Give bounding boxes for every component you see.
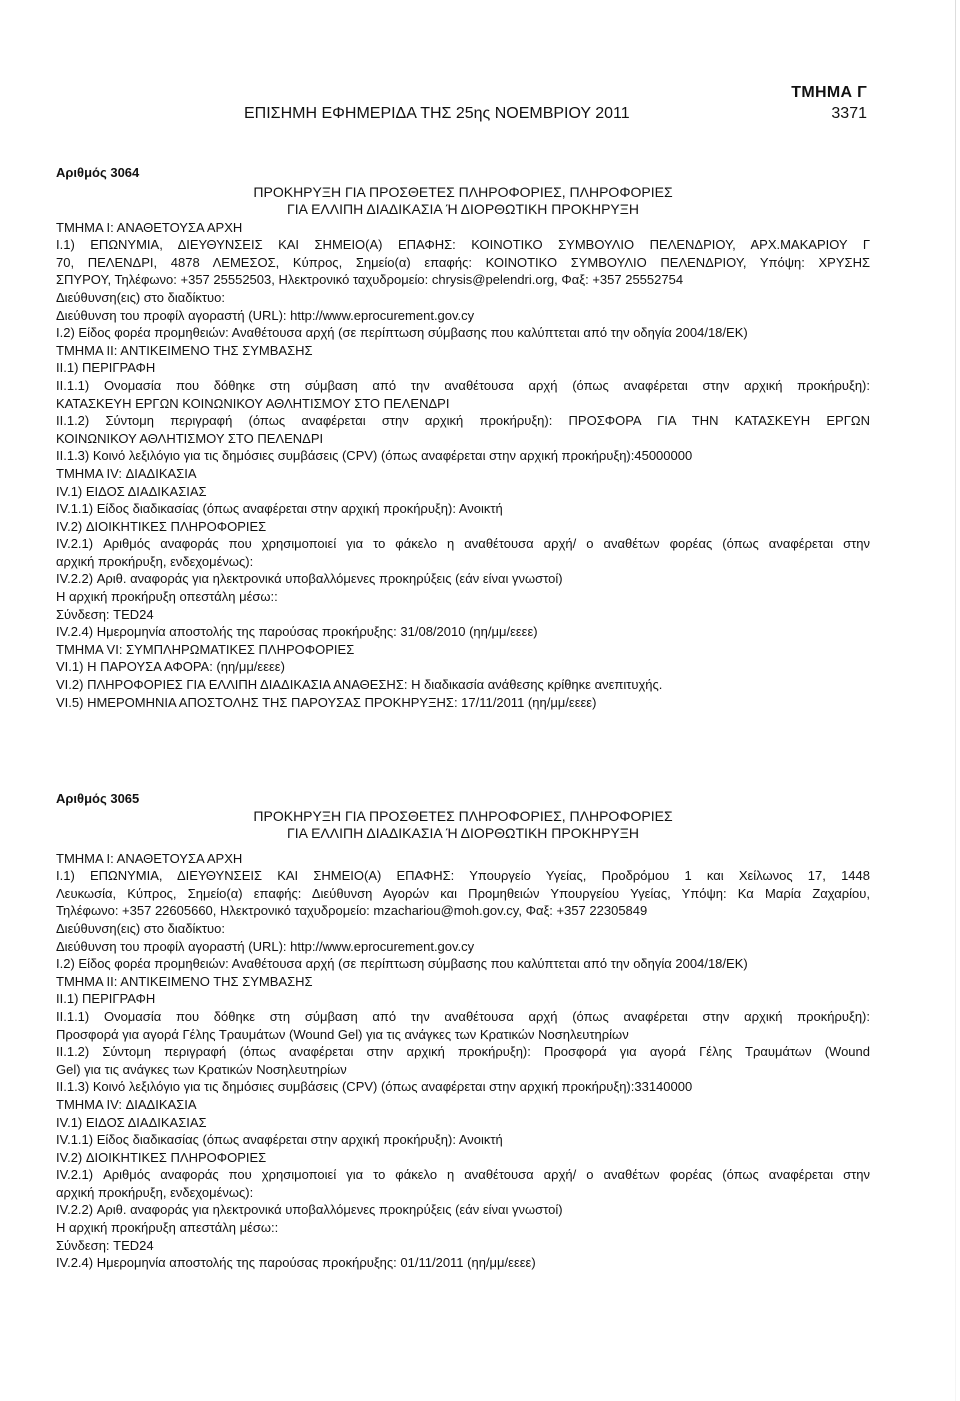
notice-line: ΚΟΙΝΩΝΙΚΟΥ ΑΘΛΗΤΙΣΜΟΥ ΣΤΟ ΠΕΛΕΝΔΡΙ bbox=[56, 430, 324, 446]
gazette-title: ΕΠΙΣΗΜΗ ΕΦΗΜΕΡΙΔΑ ΤΗΣ 25ης ΝΟΕΜΒΡΙΟΥ 2011 bbox=[244, 105, 630, 122]
notice-line: II.1.1) Ονομασία που δόθηκε στη σύμβαση από την αναθέτουσα αρχή (όπως αναφέρεται στην αρχική προκήρυξη): bbox=[56, 1008, 870, 1024]
notice-body bbox=[56, 850, 870, 1272]
notice-line: αρχική προκήρυξη, ενδεχομένως): bbox=[56, 553, 254, 569]
notice-line: II.1.3) Κοινό λεξιλόγιο για τις δημόσιες συμβάσεις (CPV) (όπως αναφέρεται στην αρχική προκήρυξη):45000000 bbox=[56, 448, 693, 464]
notice-number: Αριθμός 3065 bbox=[56, 791, 140, 806]
notice-line: VI.5) ΗΜΕΡΟΜΗΝΙΑ ΑΠΟΣΤΟΛΗΣ ΤΗΣ ΠΑΡΟΥΣΑΣ ΠΡΟΚΗΡΥΞΗΣ: 17/11/2011 (ηη/μμ/εεεε) bbox=[56, 694, 597, 710]
notice-line: Διεύθυνση(εις) στο διαδίκτυο: bbox=[56, 289, 225, 305]
notice-line: Προσφορά για αγορά Γέλης Τραυμάτων (Wound Gel) για τις ανάγκες των Κρατικών Νοσηλευτηρίων bbox=[56, 1026, 629, 1042]
notice-3065 bbox=[56, 790, 870, 1272]
notice-heading-line: ΓΙΑ ΕΛΛΙΠΗ ΔΙΑΔΙΚΑΣΙΑ Ή ΔΙΟΡΘΩΤΙΚΗ ΠΡΟΚΗΡΥΞΗ bbox=[287, 200, 639, 217]
notice-line: IV.2.2) Αριθ. αναφοράς για ηλεκτρονικά υποβαλλόμενες προκηρύξεις (εάν είναι γνωστοί) bbox=[56, 1202, 563, 1218]
notice-line: IV.2.4) Ημερομηνία αποστολής της παρούσας προκήρυξης: 01/11/2011 (ηη/μμ/εεεε) bbox=[56, 1255, 536, 1271]
notice-heading bbox=[56, 808, 870, 842]
notice-line: ΤΜΗΜΑ IV: ΔΙΑΔΙΚΑΣΙΑ bbox=[56, 1096, 197, 1112]
notice-line: I.2) Είδος φορέα προμηθειών: Αναθέτουσα αρχή (σε περίπτωση σύμβασης που καλύπτεται από την οδηγία 2004/18/ΕΚ) bbox=[56, 956, 748, 972]
notice-line: IV.2.2) Αριθ. αναφοράς για ηλεκτρονικά υποβαλλόμενες προκηρύξεις (εάν είναι γνωστοί) bbox=[56, 571, 563, 587]
notice-line: IV.1.1) Είδος διαδικασίας (όπως αναφέρεται στην αρχική προκήρυξη): Ανοικτή bbox=[56, 1132, 503, 1148]
notice-line: II.1.3) Κοινό λεξιλόγιο για τις δημόσιες συμβάσεις (CPV) (όπως αναφέρεται στην αρχική προκήρυξη):33140000 bbox=[56, 1079, 693, 1095]
notice-line: Gel) για τις ανάγκες των Κρατικών Νοσηλευτηρίων bbox=[56, 1061, 347, 1077]
notice-heading-line: ΓΙΑ ΕΛΛΙΠΗ ΔΙΑΔΙΚΑΣΙΑ Ή ΔΙΟΡΘΩΤΙΚΗ ΠΡΟΚΗΡΥΞΗ bbox=[287, 824, 639, 841]
notice-line: II.1.2) Σύντομη περιγραφή (όπως αναφέρεται στην αρχική προκήρυξη): Προσφορά για αγορά Γέλης Τραυμάτων (Wound bbox=[56, 1044, 870, 1060]
notice-line: Τηλέφωνο: +357 22605660, Ηλεκτρονικό ταχυδρομείο: mzachariou@moh.gov.cy, Φαξ: +357 22305849 bbox=[56, 903, 648, 919]
notice-line: ΤΜΗΜΑ Ι: ΑΝΑΘΕΤΟΥΣΑ ΑΡΧΗ bbox=[56, 850, 243, 866]
notice-heading-line: ΠΡΟΚΗΡΥΞΗ ΓΙΑ ΠΡΟΣΘΕΤΕΣ ΠΛΗΡΟΦΟΡΙΕΣ, ΠΛΗΡΟΦΟΡΙΕΣ bbox=[253, 807, 673, 824]
notice-line: ΤΜΗΜΑ Ι: ΑΝΑΘΕΤΟΥΣΑ ΑΡΧΗ bbox=[56, 219, 243, 235]
notice-line: I.1) ΕΠΩΝΥΜΙΑ, ΔΙΕΥΘΥΝΣΕΙΣ ΚΑΙ ΣΗΜΕΙΟ(Α) ΕΠΑΦΗΣ: Υπουργείο Υγείας, Προδρόμου 1 και Χείλωνος 17, 1448 bbox=[56, 868, 870, 884]
notice-line: IV.1) ΕΙΔΟΣ ΔΙΑΔΙΚΑΣΙΑΣ bbox=[56, 483, 207, 499]
notice-line: Διεύθυνση(εις) στο διαδίκτυο: bbox=[56, 920, 225, 936]
notice-line: 70, ΠΕΛΕΝΔΡΙ, 4878 ΛΕΜΕΣΟΣ, Κύπρος, Σημείο(α) επαφής: ΚΟΙΝΟΤΙΚΟ ΣΥΜΒΟΥΛΙΟ ΠΕΛΕΝΔΡΙΟΥ, Υπόψη: ΧΡΥΣΗΣ bbox=[56, 254, 870, 270]
scan-edge bbox=[955, 0, 956, 1401]
section-tag: ΤΜΗΜΑ Γ bbox=[791, 84, 867, 101]
notice-line: ΤΜΗΜΑ ΙΙ: ΑΝΤΙΚΕΙΜΕΝΟ ΤΗΣ ΣΥΜΒΑΣΗΣ bbox=[56, 342, 313, 358]
notice-line: Σύνδεση: TED24 bbox=[56, 606, 154, 622]
notice-line: VI.1) Η ΠΑΡΟΥΣΑ ΑΦΟΡΑ: (ηη/μμ/εεεε) bbox=[56, 659, 285, 675]
notice-line: IV.2) ΔΙΟΙΚΗΤΙΚΕΣ ΠΛΗΡΟΦΟΡΙΕΣ bbox=[56, 518, 267, 534]
notice-line: I.1) ΕΠΩΝΥΜΙΑ, ΔΙΕΥΘΥΝΣΕΙΣ ΚΑΙ ΣΗΜΕΙΟ(Α) ΕΠΑΦΗΣ: ΚΟΙΝΟΤΙΚΟ ΣΥΜΒΟΥΛΙΟ ΠΕΛΕΝΔΡΙΟΥ, ΑΡΧ.ΜΑΚΑΡΙΟΥ Γ bbox=[56, 237, 870, 253]
notice-line: ΤΜΗΜΑ VI: ΣΥΜΠΛΗΡΩΜΑΤΙΚΕΣ ΠΛΗΡΟΦΟΡΙΕΣ bbox=[56, 641, 355, 657]
notice-line: IV.1.1) Είδος διαδικασίας (όπως αναφέρεται στην αρχική προκήρυξη): Ανοικτή bbox=[56, 501, 503, 517]
notice-line: ΣΠΥΡΟΥ, Τηλέφωνο: +357 25552503, Ηλεκτρονικό ταχυδρομείο: chrysis@pelendri.org, Φαξ: +357 25552754 bbox=[56, 272, 684, 288]
notice-heading-line: ΠΡΟΚΗΡΥΞΗ ΓΙΑ ΠΡΟΣΘΕΤΕΣ ΠΛΗΡΟΦΟΡΙΕΣ, ΠΛΗΡΟΦΟΡΙΕΣ bbox=[253, 183, 673, 200]
notice-3064 bbox=[56, 164, 870, 711]
notice-heading bbox=[56, 184, 870, 218]
page-number: 3371 bbox=[831, 105, 867, 122]
notice-line: Διεύθυνση του προφίλ αγοραστή (URL): http://www.eprocurement.gov.cy bbox=[56, 307, 475, 323]
notice-line: ΤΜΗΜΑ ΙΙ: ΑΝΤΙΚΕΙΜΕΝΟ ΤΗΣ ΣΥΜΒΑΣΗΣ bbox=[56, 973, 313, 989]
notice-line: αρχική προκήρυξη, ενδεχομένως): bbox=[56, 1184, 254, 1200]
notice-line: Σύνδεση: TED24 bbox=[56, 1237, 154, 1253]
notice-line: IV.2.4) Ημερομηνία αποστολής της παρούσας προκήρυξης: 31/08/2010 (ηη/μμ/εεεε) bbox=[56, 624, 538, 640]
notice-line: II.1) ΠΕΡΙΓΡΑΦΗ bbox=[56, 991, 156, 1007]
notice-line: I.2) Είδος φορέα προμηθειών: Αναθέτουσα αρχή (σε περίπτωση σύμβασης που καλύπτεται από την οδηγία 2004/18/ΕΚ) bbox=[56, 325, 748, 341]
notice-line: IV.2.1) Αριθμός αναφοράς που χρησιμοποιεί για το φάκελο η αναθέτουσα αρχή/ ο αναθέτων φορέας (όπως αναφέρεται στην bbox=[56, 1167, 870, 1183]
notice-line: II.1) ΠΕΡΙΓΡΑΦΗ bbox=[56, 360, 156, 376]
notice-line: II.1.1) Ονομασία που δόθηκε στη σύμβαση από την αναθέτουσα αρχή (όπως αναφέρεται στην αρχική προκήρυξη): bbox=[56, 377, 870, 393]
notice-line: Λευκωσία, Κύπρος, Σημείο(α) επαφής: Διεύθυνση Αγορών και Προμηθειών Υπουργείου Υγείας, Υπόψη: Κα Μαρία Ζαχαρίου, bbox=[56, 885, 870, 901]
notice-line: Διεύθυνση του προφίλ αγοραστή (URL): http://www.eprocurement.gov.cy bbox=[56, 938, 475, 954]
notice-line: Η αρχική προκήρυξη απεστάλη μέσω:: bbox=[56, 1220, 279, 1236]
notice-line: IV.2.1) Αριθμός αναφοράς που χρησιμοποιεί για το φάκελο η αναθέτουσα αρχή/ ο αναθέτων φορέας (όπως αναφέρεται στην bbox=[56, 536, 870, 552]
notice-number: Αριθμός 3064 bbox=[56, 165, 140, 180]
notice-line: IV.2) ΔΙΟΙΚΗΤΙΚΕΣ ΠΛΗΡΟΦΟΡΙΕΣ bbox=[56, 1149, 267, 1165]
notice-line: IV.1) ΕΙΔΟΣ ΔΙΑΔΙΚΑΣΙΑΣ bbox=[56, 1114, 207, 1130]
notice-line: ΚΑΤΑΣΚΕΥΗ ΕΡΓΩΝ ΚΟΙΝΩΝΙΚΟΥ ΑΘΛΗΤΙΣΜΟΥ ΣΤΟ ΠΕΛΕΝΔΡΙ bbox=[56, 395, 450, 411]
notice-body bbox=[56, 219, 870, 712]
notice-line: Η αρχική προκήρυξη οπεστάλη μέσω:: bbox=[56, 589, 278, 605]
notice-line: II.1.2) Σύντομη περιγραφή (όπως αναφέρεται στην αρχική προκήρυξη): ΠΡΟΣΦΟΡΑ ΓΙΑ ΤΗΝ ΚΑΤΑΣΚΕΥΗ ΕΡΓΩΝ bbox=[56, 413, 870, 429]
notice-line: ΤΜΗΜΑ IV: ΔΙΑΔΙΚΑΣΙΑ bbox=[56, 465, 197, 481]
notice-line: VI.2) ΠΛΗΡΟΦΟΡΙΕΣ ΓΙΑ ΕΛΛΙΠΗ ΔΙΑΔΙΚΑΣΙΑ ΑΝΑΘΕΣΗΣ: Η διαδικασία ανάθεσης κρίθηκε ανεπιτυχής. bbox=[56, 677, 663, 693]
